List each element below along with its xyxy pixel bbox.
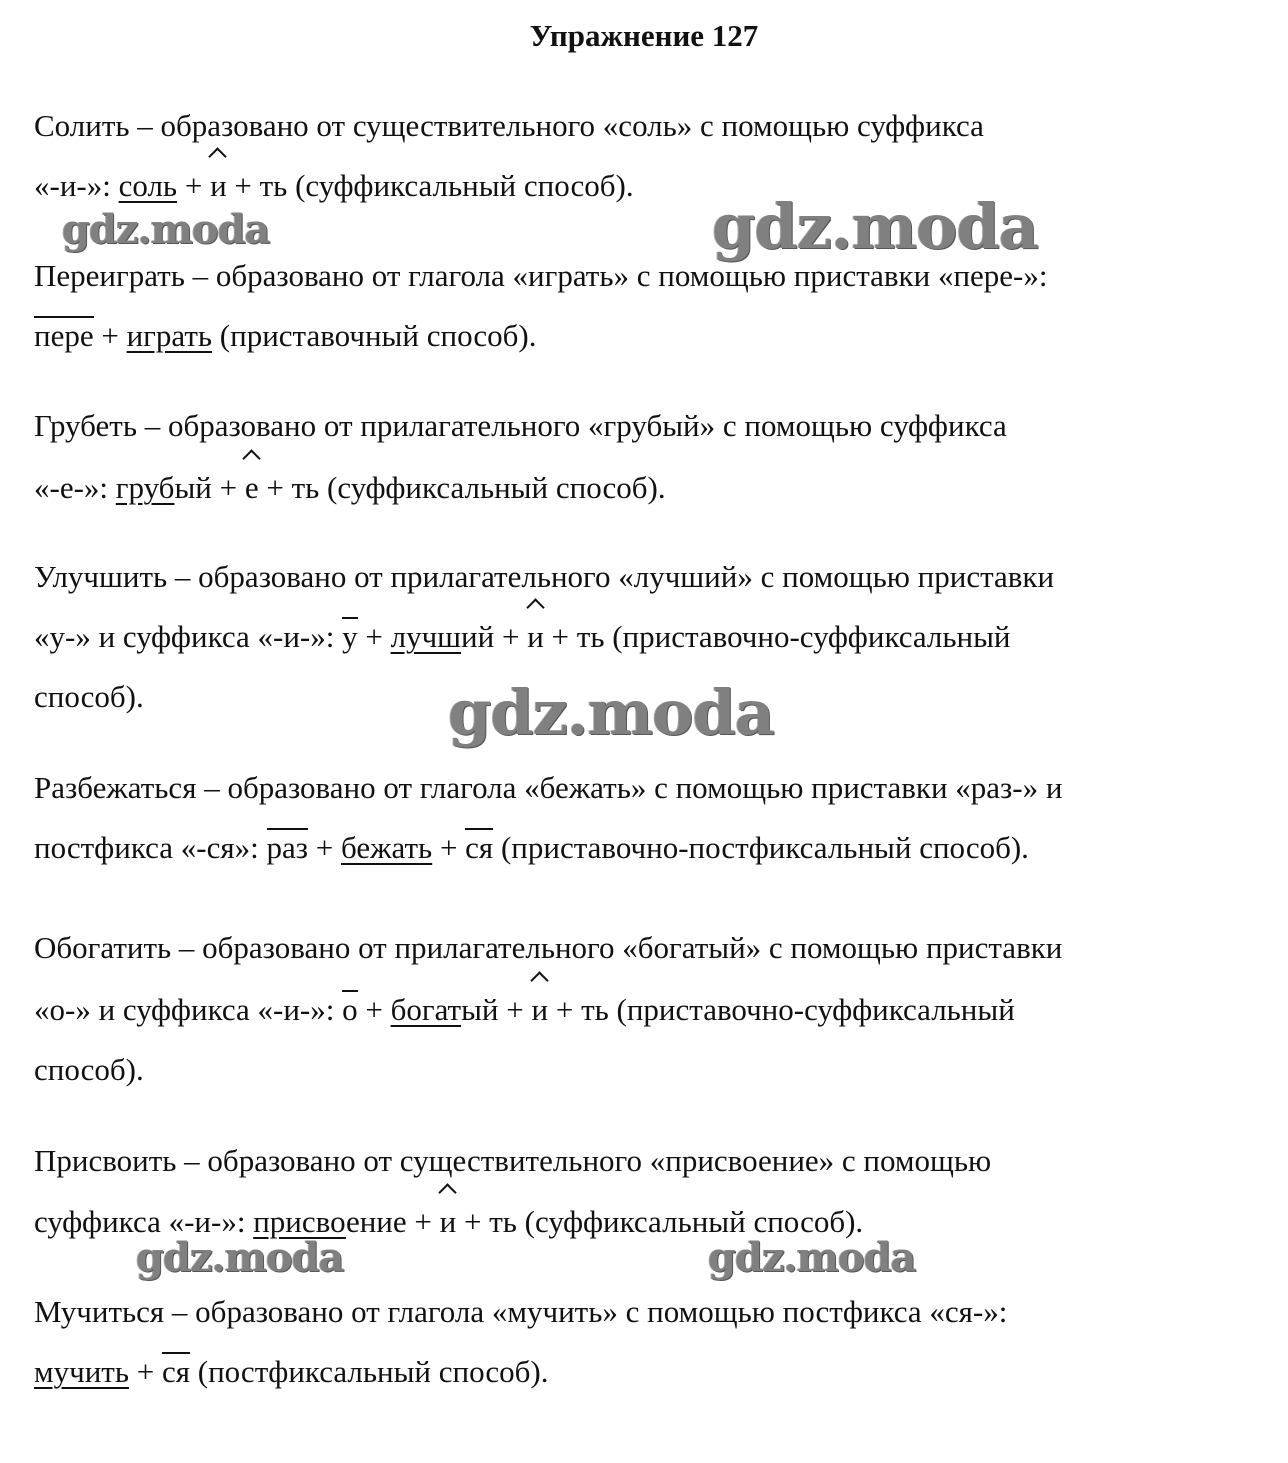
entry-7-ending: ение [345, 1204, 407, 1239]
entry-1-suffix: и [210, 164, 227, 208]
entry-2-plus-1: + [93, 318, 127, 353]
entry-5-plus-2: + [432, 830, 466, 865]
entry-3-lead: «-е-»: [34, 470, 116, 505]
entry-6-line-3: способ). [34, 1052, 144, 1087]
entry-5-postfix: ся [465, 830, 494, 865]
entry-7-suffix: и [440, 1200, 457, 1244]
entry-6-suffix: и [532, 988, 549, 1032]
entry-5-line-1: Разбежаться – образовано от глагола «бежать» с помощью приставки «раз-» и [34, 770, 1063, 805]
entry-4-line-2 [34, 615, 1011, 659]
entry-3-root: груб [115, 470, 175, 505]
entry-8-line-1: Мучиться – образовано от глагола «мучить» с помощью постфикса «ся-»: [34, 1294, 1008, 1329]
entry-6-line-1: Обогатить – образовано от прилагательного «богатый» с помощью приставки [34, 930, 1063, 965]
entry-2-prefix: пере [34, 318, 94, 353]
watermark-1: gdz.moda [62, 206, 270, 253]
entry-4-prefix: у [342, 619, 358, 654]
entry-4-line-1: Улучшить – образовано от прилагательного «лучший» с помощью приставки [34, 559, 1055, 594]
entry-1-tail: + ть (суффиксальный способ). [226, 168, 634, 203]
entry-6-lead: «о-» и суффикса «-и-»: [34, 992, 343, 1027]
entry-6-plus-2: + [498, 992, 532, 1027]
entry-7-plus-1: + [406, 1204, 440, 1239]
entry-4-suffix: и [527, 615, 544, 659]
entry-8-plus-1: + [128, 1354, 162, 1389]
entry-1-plus-1: + [177, 168, 211, 203]
entry-6-plus-1: + [357, 992, 391, 1027]
entry-4-root: лучш [390, 619, 462, 654]
entry-4-lead: «у-» и суффикса «-и-»: [34, 619, 343, 654]
watermark-4: gdz.moda [136, 1234, 344, 1281]
entry-4-plus-1: + [357, 619, 391, 654]
entry-3-plus-1: + [211, 470, 245, 505]
watermark-2: gdz.moda [712, 190, 1038, 263]
entry-4-tail: + ть (приставочно-суффиксальный [543, 619, 1011, 654]
entry-8-tail: (постфиксальный способ). [190, 1354, 549, 1389]
entry-2-tail: (приставочный способ). [212, 318, 537, 353]
entry-5-root: бежать [341, 830, 433, 865]
entry-6-root: богат [390, 992, 462, 1027]
entry-1-root: соль [118, 168, 178, 203]
entry-3-tail: + ть (суффиксальный способ). [258, 470, 666, 505]
entry-5-plus-1: + [308, 830, 341, 865]
entry-7-root: присво [253, 1204, 346, 1239]
entry-4-plus-2: + [494, 619, 528, 654]
entry-5-lead: постфикса «-ся»: [34, 830, 267, 865]
entry-5-line-2 [34, 826, 1029, 870]
entry-7-line-1: Присвоить – образовано от существительного «присвоение» с помощью [34, 1143, 992, 1178]
entry-3-line-1: Грубеть – образовано от прилагательного «грубый» с помощью суффикса [34, 408, 1007, 443]
entry-2-line-2 [34, 314, 536, 358]
entry-4-line-3: способ). [34, 679, 144, 714]
entry-4-ending: ий [461, 619, 495, 654]
entry-2-line-1: Переиграть – образовано от глагола «играть» с помощью приставки «пере-»: [34, 258, 1048, 293]
entry-8-root: мучить [34, 1354, 129, 1389]
entry-3-line-2 [34, 466, 666, 510]
entry-5-tail: (приставочно-постфиксальный способ). [493, 830, 1029, 865]
entry-1-line-2 [34, 164, 634, 208]
entry-6-tail: + ть (приставочно-суффиксальный [548, 992, 1015, 1027]
entry-8-postfix: ся [161, 1354, 190, 1389]
entry-3-ending: ый [174, 470, 212, 505]
entry-7-tail: + ть (суффиксальный способ). [456, 1204, 864, 1239]
entry-6-prefix: о [342, 992, 358, 1027]
entry-1-line-1: Солить – образовано от существительного «соль» с помощью суффикса [34, 108, 984, 143]
page-title: Упражнение 127 [529, 18, 759, 53]
entry-3-suffix: е [245, 466, 259, 510]
watermark-5: gdz.moda [708, 1234, 916, 1281]
entry-7-lead: суффикса «-и-»: [34, 1204, 254, 1239]
entry-8-line-2 [34, 1350, 548, 1394]
entry-1-lead: «-и-»: [34, 168, 119, 203]
entry-2-root: играть [126, 318, 213, 353]
entry-6-ending: ый [461, 992, 499, 1027]
watermark-3: gdz.moda [448, 676, 774, 749]
entry-6-line-2 [34, 988, 1015, 1032]
entry-5-prefix: раз [266, 830, 309, 865]
